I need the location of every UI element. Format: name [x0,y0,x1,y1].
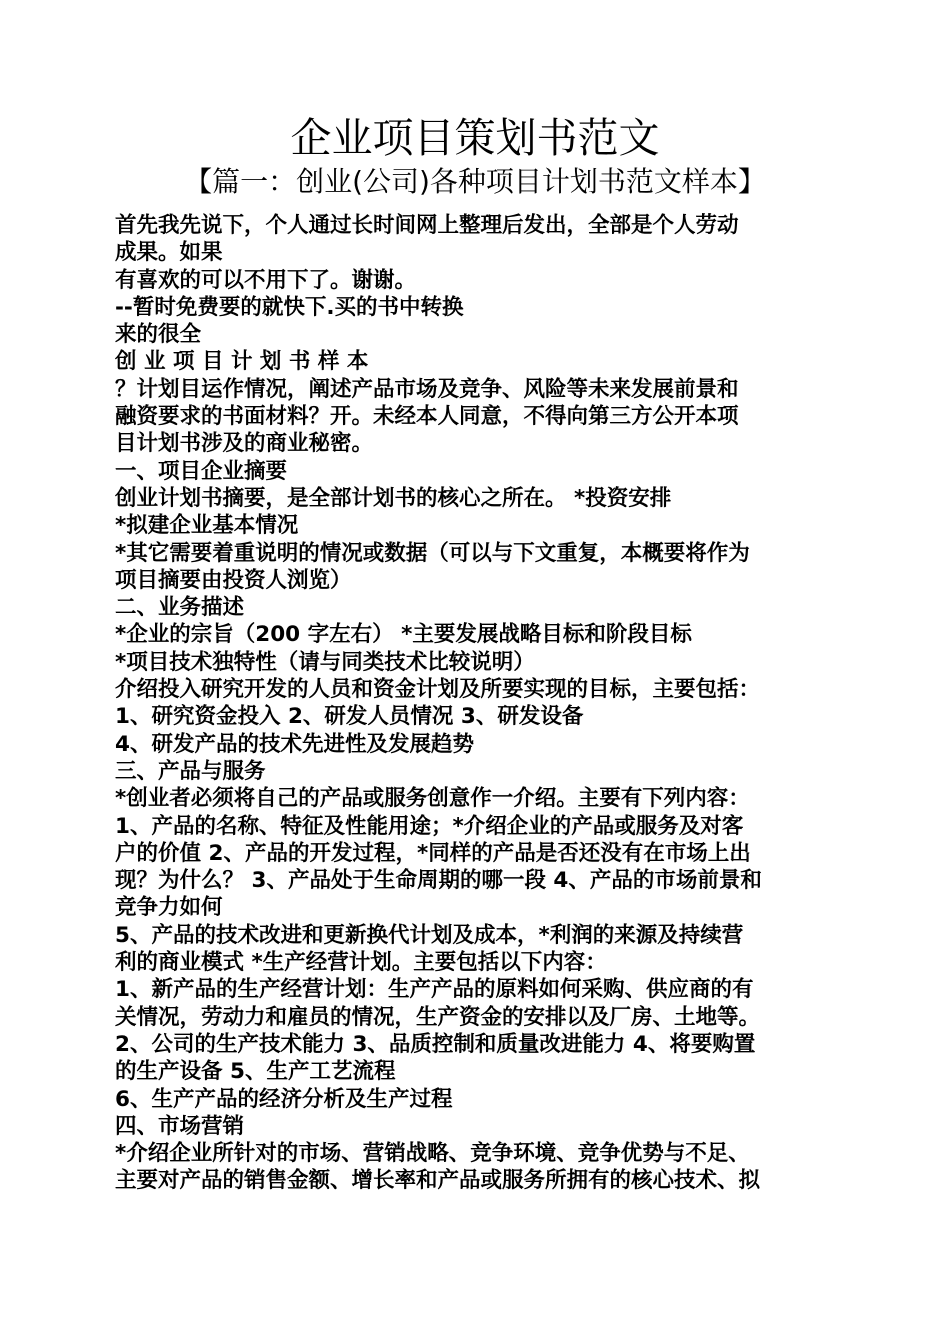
body-text-line: *创业者必须将自己的产品或服务创意作一介绍。主要有下列内容： [115,786,750,812]
body-text-line: 融资要求的书面材料？开。未经本人同意，不得向第三方公开本项 [115,404,739,430]
body-text-line: 关情况，劳动力和雇员的情况，生产资金的安排以及厂房、土地等。 [115,1004,761,1030]
body-text-line: *其它需要着重说明的情况或数据（可以与下文重复，本概要将作为 [115,540,750,566]
body-text-line: 来的很全 [115,322,202,348]
body-text-line: 创业计划书摘要，是全部计划书的核心之所在。 *投资安排 [115,485,672,511]
body-text-line: 6、生产产品的经济分析及生产过程 [115,1086,453,1112]
body-text-line: 1、产品的名称、特征及性能用途；*介绍企业的产品或服务及对客 [115,813,744,839]
body-text-line: 现？为什么？ 3、产品处于生命周期的哪一段 4、产品的市场前景和 [115,868,762,894]
body-text-line: 竞争力如何 [115,895,223,921]
body-text-line: *企业的宗旨（200 字左右） *主要发展战略目标和阶段目标 [115,622,692,648]
body-text-line: 1、新产品的生产经营计划：生产产品的原料如何采购、供应商的有 [115,977,754,1003]
body-text-line: --暂时免费要的就快下.买的书中转换 [115,294,464,320]
body-text-line: 利的商业模式 *生产经营计划。主要包括以下内容： [115,950,607,976]
body-text-line: 5、产品的技术改进和更新换代计划及成本，*利润的来源及持续营 [115,922,744,948]
body-text-line: 首先我先说下，个人通过长时间网上整理后发出，全部是个人劳动 [115,213,739,238]
body-text-line: *项目技术独特性（请与同类技术比较说明） [115,649,535,675]
body-text-line: 有喜欢的可以不用下了。谢谢。 [115,267,417,293]
body-text-line: 介绍投入研究开发的人员和资金计划及所要实现的目标，主要包括： [115,677,761,703]
document-subtitle: 【篇一：创业(公司)各种项目计划书范文样本】 [184,165,766,198]
body-text-line: 项目摘要由投资人浏览） [115,567,352,593]
body-text-line: 的生产设备 5、生产工艺流程 [115,1059,396,1085]
body-text-line: 4、研发产品的技术先进性及发展趋势 [115,731,474,757]
body-text-line: ？计划目运作情况，阐述产品市场及竞争、风险等未来发展前景和 [115,376,739,402]
body-text-line: 四、市场营销 [115,1113,245,1139]
body-text-line: *拟建企业基本情况 [115,513,299,539]
body-text-line: 创 业 项 目 计 划 书 样 本 [115,349,369,375]
body-text-line: 1、研究资金投入 2、研发人员情况 3、研发设备 [115,704,584,730]
body-text-line: 三、产品与服务 [115,758,266,784]
document-body [115,212,840,1195]
body-text-line: 2、公司的生产技术能力 3、品质控制和质量改进能力 4、将要购置 [115,1031,756,1057]
body-text-line: 一、项目企业摘要 [115,458,288,484]
body-text-line: 主要对产品的销售金额、增长率和产品或服务所拥有的核心技术、拟 [115,1168,761,1194]
body-text-line: 成果。如果 [115,240,223,266]
body-text-line: 户的价值 2、产品的开发过程，*同样的产品是否还没有在市场上出 [115,840,751,866]
body-text-line: 二、业务描述 [115,595,245,621]
body-text-line: 目计划书涉及的商业秘密。 [115,431,374,457]
document-title: 企业项目策划书范文 [290,114,660,162]
body-text-line: *介绍企业所针对的市场、营销战略、竞争环境、竞争优势与不足、 [115,1141,750,1167]
